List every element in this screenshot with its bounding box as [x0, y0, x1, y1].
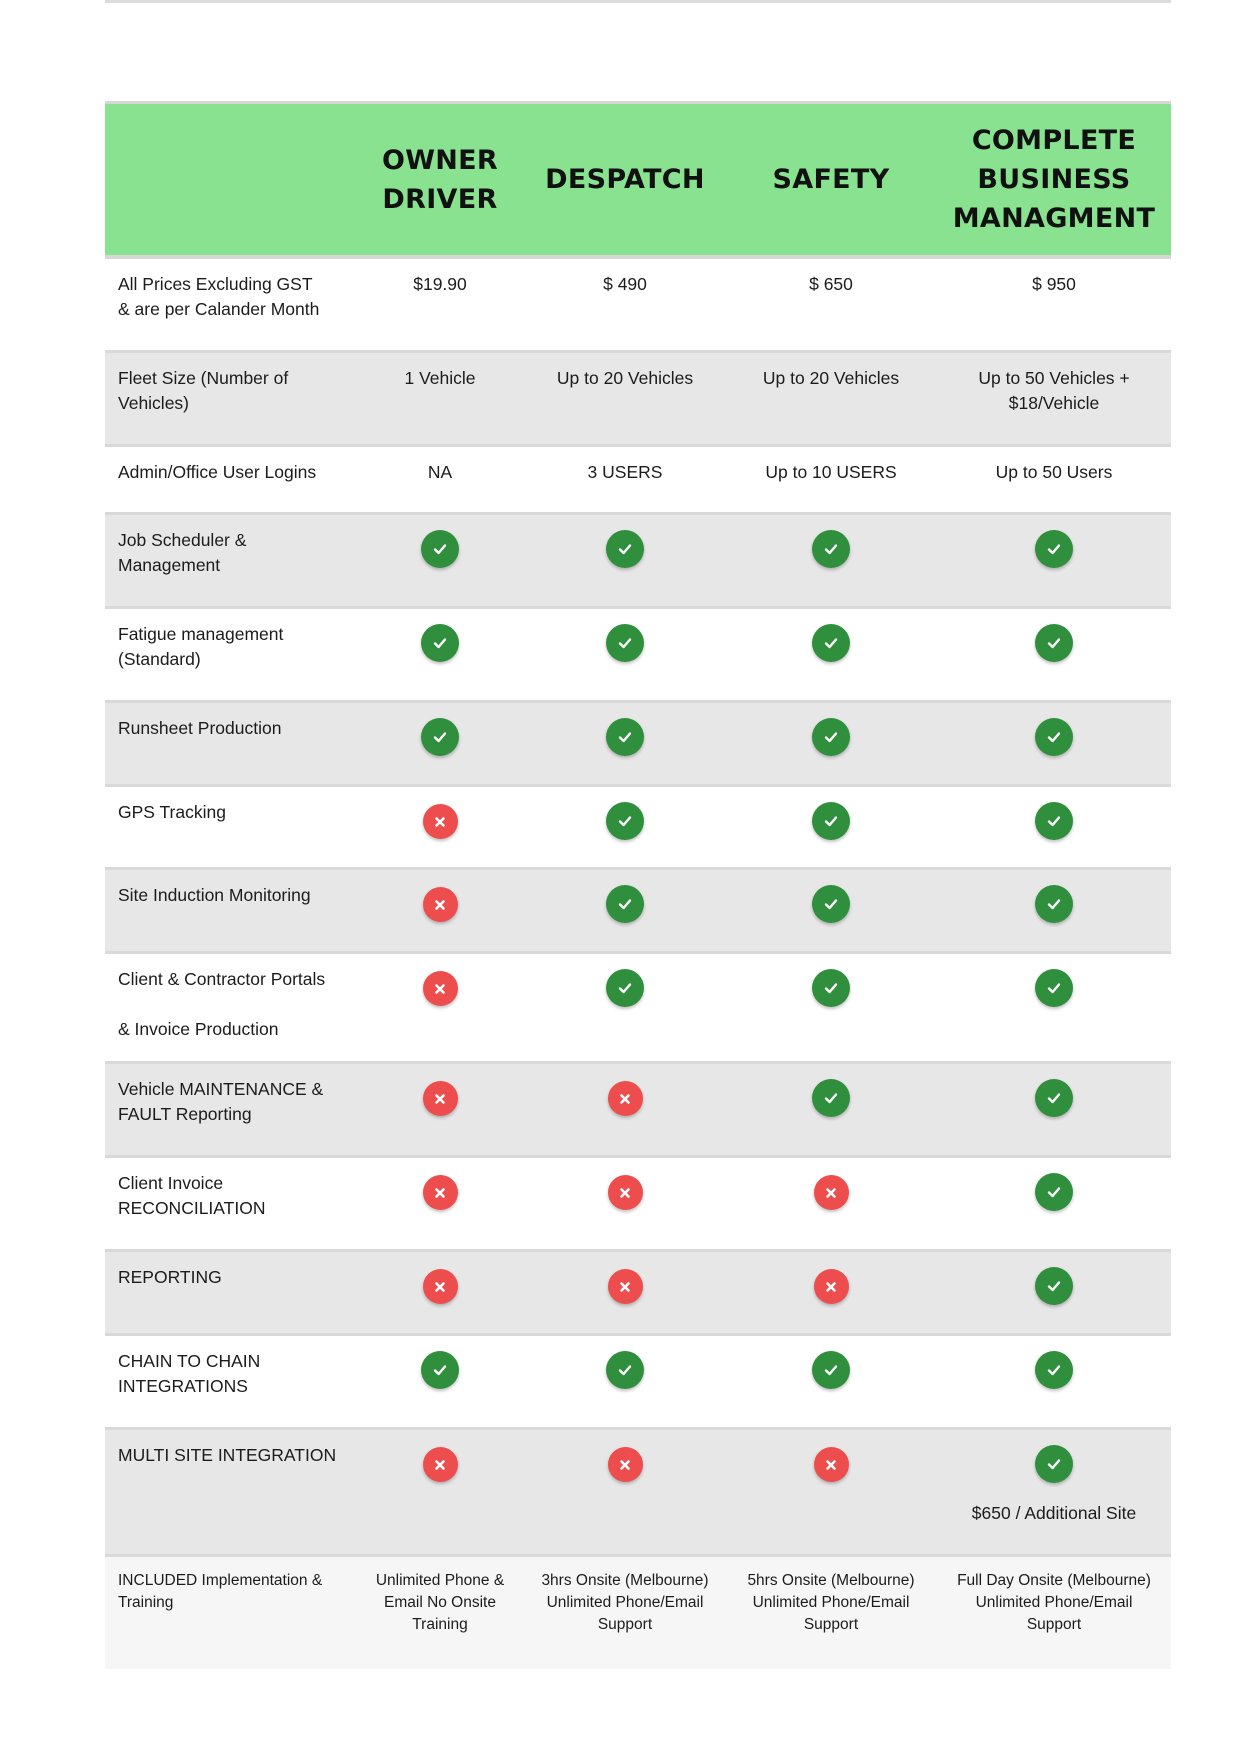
header-empty: [105, 104, 355, 255]
table-row: [105, 1064, 1171, 1158]
check-icon: [1035, 718, 1073, 756]
check-icon: [606, 624, 644, 662]
table-row: [105, 1252, 1171, 1336]
check-icon: [1035, 1351, 1073, 1389]
check-icon: [1035, 1079, 1073, 1117]
cross-icon: [423, 1269, 458, 1304]
row-label: All Prices Excluding GST & are per Calander Month: [118, 274, 320, 319]
additional-site-note: $650 / Additional Site: [971, 1503, 1137, 1523]
check-icon: [421, 624, 459, 662]
check-icon: [606, 802, 644, 840]
cell-owner-driver: [355, 609, 525, 700]
cross-icon: [423, 887, 458, 922]
row-label: Client & Contractor Portals & Invoice Production: [118, 969, 326, 1039]
check-icon: [606, 885, 644, 923]
table-row: [105, 1158, 1171, 1252]
cell-despatch: [525, 703, 725, 784]
row-label: Admin/Office User Logins: [118, 462, 317, 482]
check-icon: [421, 1351, 459, 1389]
cell-despatch: [525, 1064, 725, 1155]
cell-complete-business: [937, 609, 1171, 700]
cell-despatch: [525, 1252, 725, 1333]
row-label: MULTI SITE INTEGRATION: [118, 1445, 337, 1465]
check-icon: [606, 969, 644, 1007]
cross-icon: [423, 1081, 458, 1116]
table-row: [105, 515, 1171, 609]
cell-complete-business: Up to 50 Users: [995, 462, 1113, 482]
check-icon: [812, 969, 850, 1007]
cell-owner-driver: [355, 515, 525, 606]
cell-owner-driver: NA: [427, 462, 453, 482]
cell-owner-driver: [355, 1252, 525, 1333]
check-icon: [812, 718, 850, 756]
cell-safety: [725, 1336, 937, 1427]
cell-safety: [725, 1158, 937, 1249]
cross-icon: [423, 1175, 458, 1210]
cell-owner-driver: [355, 703, 525, 784]
cell-safety: [725, 1064, 937, 1155]
check-icon: [1035, 530, 1073, 568]
cell-complete-business: [937, 1158, 1171, 1249]
check-icon: [1035, 1445, 1073, 1483]
cell-complete-business: [937, 1336, 1171, 1427]
row-label: Site Induction Monitoring: [118, 885, 311, 905]
check-icon: [606, 1351, 644, 1389]
row-label: Job Scheduler & Management: [118, 530, 247, 575]
cell-owner-driver: [355, 1336, 525, 1427]
cell-complete-business: [937, 1252, 1171, 1333]
check-icon: [1035, 969, 1073, 1007]
pricing-table: [105, 101, 1171, 1669]
table-row: [105, 870, 1171, 954]
cell-despatch: [525, 954, 725, 1061]
cell-safety: [725, 954, 937, 1061]
cell-despatch: [525, 1430, 725, 1554]
row-label: Vehicle MAINTENANCE & FAULT Reporting: [118, 1079, 324, 1124]
cell-owner-driver: [355, 1064, 525, 1155]
cell-despatch: [525, 787, 725, 867]
cell-safety: $ 650: [809, 274, 853, 294]
cell-despatch: Up to 20 Vehicles: [556, 368, 694, 388]
cell-safety: 5hrs Onsite (Melbourne) Unlimited Phone/Email Support: [747, 1572, 915, 1633]
row-label: Client Invoice RECONCILIATION: [118, 1173, 266, 1218]
cross-icon: [608, 1081, 643, 1116]
cross-icon: [608, 1269, 643, 1304]
cell-complete-business: [937, 515, 1171, 606]
row-label: REPORTING: [118, 1267, 222, 1287]
cell-owner-driver: 1 Vehicle: [404, 368, 476, 388]
cell-safety: Up to 10 USERS: [765, 462, 897, 482]
cell-complete-business: $ 950: [1032, 274, 1076, 294]
cell-owner-driver: $19.90: [413, 274, 467, 294]
check-icon: [812, 1351, 850, 1389]
header-owner-driver: OWNER DRIVER: [381, 144, 499, 215]
table-row: [105, 609, 1171, 703]
table-row: [105, 703, 1171, 787]
cell-complete-business: Full Day Onsite (Melbourne) Unlimited Phone/Email Support: [957, 1572, 1151, 1633]
row-label: Fatigue management (Standard): [118, 624, 284, 669]
check-icon: [812, 1079, 850, 1117]
check-icon: [1035, 1173, 1073, 1211]
table-header: [105, 101, 1171, 259]
cross-icon: [423, 1447, 458, 1482]
cell-owner-driver: [355, 1158, 525, 1249]
cell-despatch: $ 490: [603, 274, 647, 294]
cell-safety: [725, 870, 937, 951]
cell-complete-business: [937, 954, 1171, 1061]
check-icon: [421, 530, 459, 568]
cell-despatch: 3 USERS: [587, 462, 663, 482]
cell-owner-driver: [355, 870, 525, 951]
table-row: [105, 1430, 1171, 1557]
cell-despatch: [525, 870, 725, 951]
cross-icon: [814, 1447, 849, 1482]
row-label: Runsheet Production: [118, 718, 282, 738]
check-icon: [606, 718, 644, 756]
table-row: [105, 259, 1171, 353]
cross-icon: [608, 1447, 643, 1482]
header-safety: SAFETY: [772, 164, 890, 195]
check-icon: [812, 885, 850, 923]
cross-icon: [814, 1175, 849, 1210]
cell-owner-driver: [355, 1430, 525, 1554]
row-label: GPS Tracking: [118, 802, 226, 822]
top-rule: [105, 0, 1171, 3]
cell-despatch: [525, 609, 725, 700]
cell-complete-business: [937, 787, 1171, 867]
table-row: [105, 1336, 1171, 1430]
cell-safety: [725, 1430, 937, 1554]
cell-safety: Up to 20 Vehicles: [762, 368, 900, 388]
cell-despatch: [525, 1336, 725, 1427]
row-label: INCLUDED Implementation & Training: [118, 1572, 323, 1611]
cell-safety: [725, 515, 937, 606]
header-despatch: DESPATCH: [545, 164, 705, 195]
check-icon: [812, 530, 850, 568]
table-row: [105, 353, 1171, 447]
cross-icon: [423, 971, 458, 1006]
cell-complete-business: [937, 1430, 1171, 1554]
cell-safety: [725, 1252, 937, 1333]
row-label: CHAIN TO CHAIN INTEGRATIONS: [118, 1351, 261, 1396]
cell-owner-driver: Unlimited Phone & Email No Onsite Training: [375, 1572, 505, 1633]
row-label: Fleet Size (Number of Vehicles): [118, 368, 289, 413]
cross-icon: [423, 804, 458, 839]
check-icon: [1035, 624, 1073, 662]
cross-icon: [608, 1175, 643, 1210]
check-icon: [812, 624, 850, 662]
cell-complete-business: [937, 703, 1171, 784]
cell-complete-business: Up to 50 Vehicles + $18/Vehicle: [978, 368, 1130, 413]
table-row: [105, 447, 1171, 515]
cell-despatch: [525, 515, 725, 606]
check-icon: [1035, 802, 1073, 840]
cell-despatch: [525, 1158, 725, 1249]
check-icon: [812, 802, 850, 840]
cell-owner-driver: [355, 787, 525, 867]
cell-despatch: 3hrs Onsite (Melbourne) Unlimited Phone/Email Support: [541, 1572, 709, 1633]
table-row: [105, 954, 1171, 1064]
header-complete-business: COMPLETE BUSINESS MANAGMENT: [952, 125, 1156, 234]
check-icon: [421, 718, 459, 756]
check-icon: [1035, 1267, 1073, 1305]
cell-safety: [725, 787, 937, 867]
cell-safety: [725, 703, 937, 784]
check-icon: [1035, 885, 1073, 923]
check-icon: [606, 530, 644, 568]
table-row: [105, 1557, 1171, 1669]
table-body: [105, 259, 1171, 1669]
cross-icon: [814, 1269, 849, 1304]
cell-safety: [725, 609, 937, 700]
table-row: [105, 787, 1171, 870]
cell-complete-business: [937, 870, 1171, 951]
cell-complete-business: [937, 1064, 1171, 1155]
cell-owner-driver: [355, 954, 525, 1061]
